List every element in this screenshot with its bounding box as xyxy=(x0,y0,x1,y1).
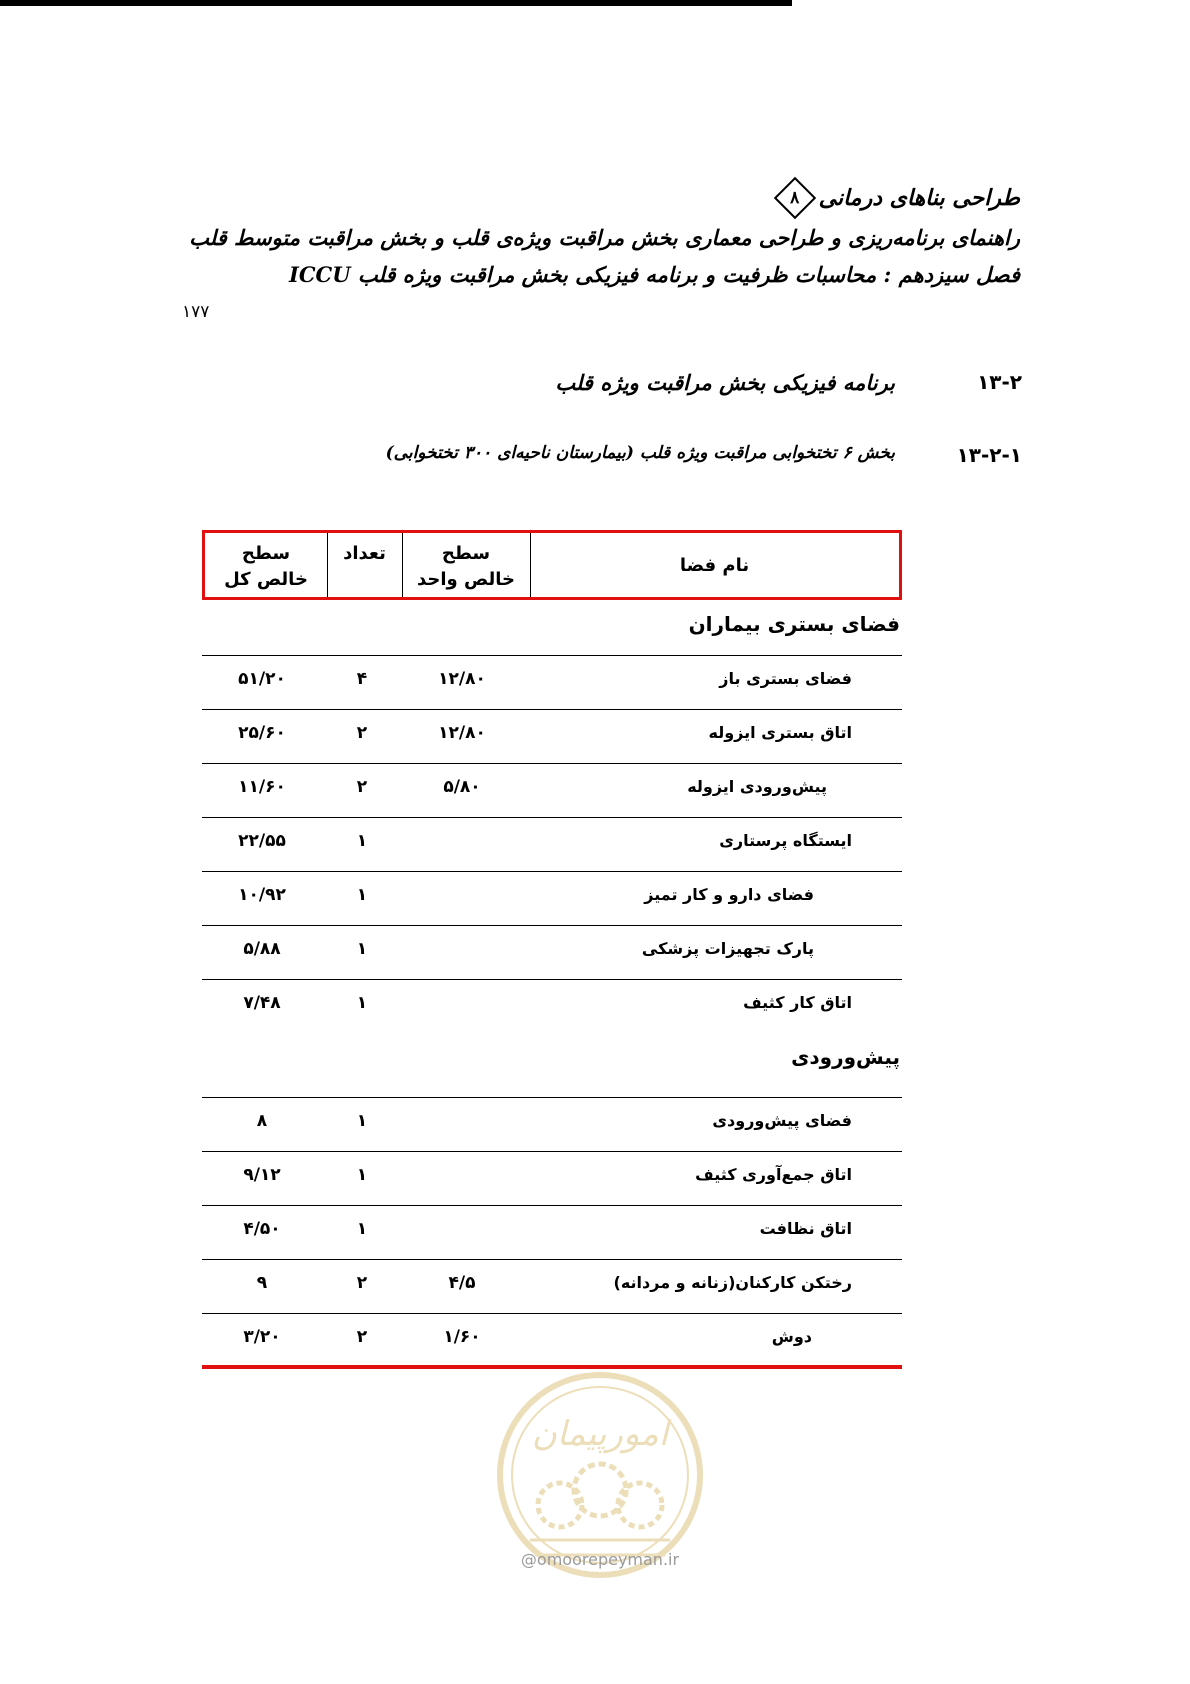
header-count: تعداد xyxy=(343,543,386,564)
table-row xyxy=(202,1259,902,1313)
total-area: ۹ xyxy=(256,1273,268,1293)
series-number-badge: ۸ xyxy=(777,180,813,216)
unit-area: ۵/۸۰ xyxy=(443,777,481,797)
space-name: اتاق بستری ایزوله xyxy=(708,723,852,742)
group-title: فضای بستری بیماران xyxy=(688,612,900,636)
space-name: فضای پیش‌ورودی xyxy=(712,1111,852,1130)
table-row xyxy=(202,655,902,709)
count: ۱ xyxy=(356,831,368,851)
table-row xyxy=(202,925,902,979)
total-area: ۴/۵۰ xyxy=(243,1219,281,1239)
total-area: ۵۱/۲۰ xyxy=(238,669,286,689)
table-row xyxy=(202,817,902,871)
header-title-text: طراحی بناهای درمانی xyxy=(818,185,1020,211)
count: ۱ xyxy=(356,993,368,1013)
count: ۲ xyxy=(356,723,368,743)
watermark-logo-text: امورپیمان xyxy=(531,1414,669,1454)
header-subtitle: راهنمای برنامه‌ریزی و طراحی معماری بخش مراقبت ویژه‌ی قلب و بخش مراقبت متوسط قلب xyxy=(189,225,1020,250)
count: ۱ xyxy=(356,1111,368,1131)
table-row xyxy=(202,1205,902,1259)
table-row xyxy=(202,763,902,817)
table-row xyxy=(202,871,902,925)
count: ۴ xyxy=(356,669,368,689)
table-row xyxy=(202,709,902,763)
header-rule-thin xyxy=(0,4,792,6)
space-name: اتاق جمع‌آوری کثیف xyxy=(695,1165,852,1184)
header-unit-area: سطح خالص واحد xyxy=(416,543,516,590)
watermark-url: @omoorepeyman.ir xyxy=(520,1550,680,1569)
unit-area: ۴/۵ xyxy=(448,1273,476,1293)
total-area: ۲۲/۵۵ xyxy=(238,831,286,851)
header-total-area: سطح خالص کل xyxy=(224,543,308,590)
table-header xyxy=(202,530,902,600)
space-name: رختکن کارکنان(زنانه و مردانه) xyxy=(613,1273,852,1292)
space-name: ایستگاه پرستاری xyxy=(719,831,852,850)
table-row xyxy=(202,1151,902,1205)
subsection-number: ۱۳-۲-۱ xyxy=(956,443,1022,467)
table-row xyxy=(202,979,902,1033)
space-name: دوش xyxy=(771,1327,812,1346)
unit-area: ۱۲/۸۰ xyxy=(438,723,486,743)
unit-area: ۱۲/۸۰ xyxy=(438,669,486,689)
page-number: ۱۷۷ xyxy=(182,302,210,322)
count: ۱ xyxy=(356,1219,368,1239)
count: ۱ xyxy=(356,885,368,905)
unit-area: ۱/۶۰ xyxy=(443,1327,481,1347)
count: ۲ xyxy=(356,1273,368,1293)
space-name: اتاق کار کثیف xyxy=(743,993,852,1012)
table-row xyxy=(202,1097,902,1151)
subsection-title: بخش ۶ تختخوابی مراقبت ویژه قلب (بیمارستان ناحیه‌ای ۳۰۰ تختخوابی) xyxy=(385,443,895,463)
header-title xyxy=(777,180,1020,216)
count: ۲ xyxy=(356,777,368,797)
total-area: ۳/۲۰ xyxy=(243,1327,281,1347)
total-area: ۲۵/۶۰ xyxy=(238,723,286,743)
space-name: اتاق نظافت xyxy=(759,1219,852,1238)
total-area: ۱۱/۶۰ xyxy=(238,777,286,797)
section-number: ۱۳-۲ xyxy=(977,370,1022,394)
group-title: پیش‌ورودی xyxy=(791,1045,900,1069)
space-name: فضای بستری باز xyxy=(719,669,852,688)
table-row xyxy=(202,1313,902,1367)
space-name: پیش‌ورودی ایزوله xyxy=(687,777,827,796)
space-name: فضای دارو و کار تمیز xyxy=(644,885,814,904)
count: ۱ xyxy=(356,1165,368,1185)
section-title: برنامه فیزیکی بخش مراقبت ویژه قلب xyxy=(555,370,895,395)
total-area: ۸ xyxy=(256,1111,268,1131)
total-area: ۵/۸۸ xyxy=(243,939,281,959)
header-space-name: نام فضا xyxy=(679,555,750,576)
total-area: ۱۰/۹۲ xyxy=(238,885,286,905)
count: ۱ xyxy=(356,939,368,959)
space-name: پارک تجهیزات پزشکی xyxy=(641,939,814,958)
chapter-title: فصل سیزدهم : محاسبات ظرفیت و برنامه فیزیکی بخش مراقبت ویژه قلب ICCU xyxy=(289,262,1020,287)
count: ۲ xyxy=(356,1327,368,1347)
total-area: ۷/۴۸ xyxy=(243,993,281,1013)
total-area: ۹/۱۲ xyxy=(243,1165,281,1185)
